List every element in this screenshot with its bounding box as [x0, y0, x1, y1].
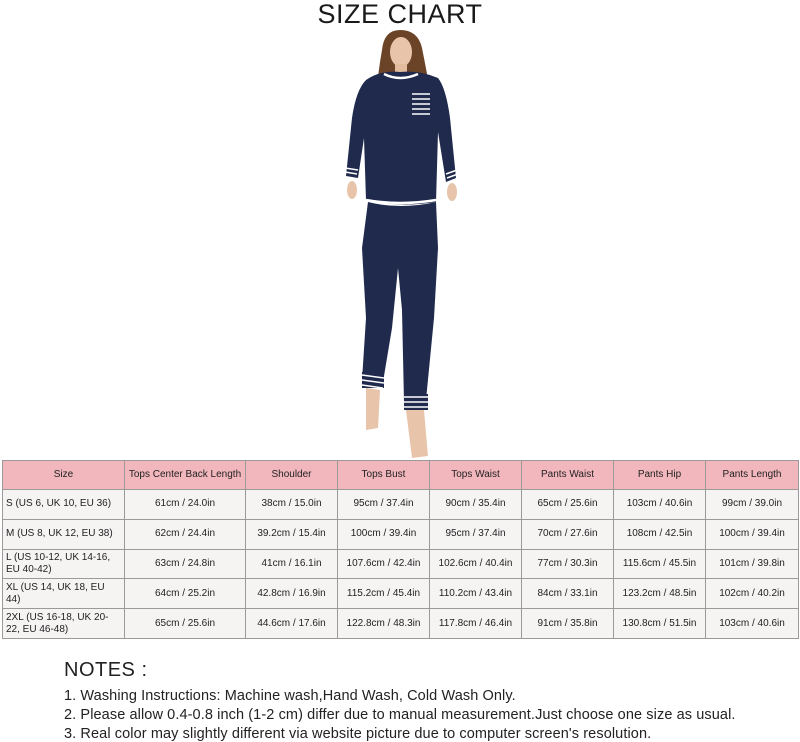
note-item: 3. Real color may slightly different via website picture due to computer screen's resolution.	[64, 726, 652, 742]
table-cell: 123.2cm / 48.5in	[614, 579, 706, 609]
table-cell: 103cm / 40.6in	[614, 490, 706, 520]
table-cell: M (US 8, UK 12, EU 38)	[3, 519, 125, 549]
header-tops-bust: Tops Bust	[338, 461, 430, 490]
table-cell: 70cm / 27.6in	[522, 519, 614, 549]
table-cell: 99cm / 39.0in	[706, 490, 799, 520]
table-header-row	[3, 461, 799, 490]
table-row	[3, 549, 799, 579]
header-pants-waist: Pants Waist	[522, 461, 614, 490]
table-cell: 122.8cm / 48.3in	[338, 609, 430, 639]
table-cell: 90cm / 35.4in	[430, 490, 522, 520]
header-size: Size	[3, 461, 125, 490]
pocket-stripes	[412, 92, 430, 118]
table-cell: 42.8cm / 16.9in	[246, 579, 338, 609]
table-cell: 65cm / 25.6in	[125, 609, 246, 639]
table-cell: 62cm / 24.4in	[125, 519, 246, 549]
table-cell: 100cm / 39.4in	[706, 519, 799, 549]
note-item: 1. Washing Instructions: Machine wash,Hand Wash, Cold Wash Only.	[64, 688, 516, 704]
table-cell: 95cm / 37.4in	[338, 490, 430, 520]
model-top	[346, 72, 456, 205]
table-row	[3, 519, 799, 549]
table-cell: 102.6cm / 40.4in	[430, 549, 522, 579]
table-cell: 64cm / 25.2in	[125, 579, 246, 609]
table-cell: 102cm / 40.2in	[706, 579, 799, 609]
header-tops-waist: Tops Waist	[430, 461, 522, 490]
table-cell: 101cm / 39.8in	[706, 549, 799, 579]
table-row	[3, 579, 799, 609]
table-cell: XL (US 14, UK 18, EU 44)	[3, 579, 125, 609]
header-pants-hip: Pants Hip	[614, 461, 706, 490]
table-cell: 2XL (US 16-18, UK 20-22, EU 46-48)	[3, 609, 125, 639]
table-cell: 103cm / 40.6in	[706, 609, 799, 639]
table-cell: 38cm / 15.0in	[246, 490, 338, 520]
table-cell: 95cm / 37.4in	[430, 519, 522, 549]
table-cell: 41cm / 16.1in	[246, 549, 338, 579]
table-row	[3, 490, 799, 520]
header-tops-center-back-length: Tops Center Back Length	[125, 461, 246, 490]
table-cell: 39.2cm / 15.4in	[246, 519, 338, 549]
table-cell: 84cm / 33.1in	[522, 579, 614, 609]
header-pants-length: Pants Length	[706, 461, 799, 490]
table-cell: 117.8cm / 46.4in	[430, 609, 522, 639]
table-cell: 115.2cm / 45.4in	[338, 579, 430, 609]
model-photo	[300, 28, 500, 460]
table-cell: 91cm / 35.8in	[522, 609, 614, 639]
table-cell: 44.6cm / 17.6in	[246, 609, 338, 639]
note-item: 2. Please allow 0.4-0.8 inch (1-2 cm) differ due to manual measurement.Just choose one size as usual.	[64, 707, 736, 723]
table-cell: S (US 6, UK 10, EU 36)	[3, 490, 125, 520]
table-cell: 115.6cm / 45.5in	[614, 549, 706, 579]
notes-section	[64, 658, 784, 742]
header-shoulder: Shoulder	[246, 461, 338, 490]
page-title: SIZE CHART	[317, 0, 483, 29]
table-cell: 61cm / 24.0in	[125, 490, 246, 520]
table-cell: 77cm / 30.3in	[522, 549, 614, 579]
model-face	[390, 37, 412, 67]
table-cell: 63cm / 24.8in	[125, 549, 246, 579]
table-cell: 100cm / 39.4in	[338, 519, 430, 549]
table-cell: L (US 10-12, UK 14-16, EU 40-42)	[3, 549, 125, 579]
table-row	[3, 609, 799, 639]
table-cell: 108cm / 42.5in	[614, 519, 706, 549]
table-cell: 130.8cm / 51.5in	[614, 609, 706, 639]
table-cell: 107.6cm / 42.4in	[338, 549, 430, 579]
table-cell: 65cm / 25.6in	[522, 490, 614, 520]
notes-title: NOTES :	[64, 659, 148, 681]
size-table	[2, 460, 799, 639]
table-cell: 110.2cm / 43.4in	[430, 579, 522, 609]
